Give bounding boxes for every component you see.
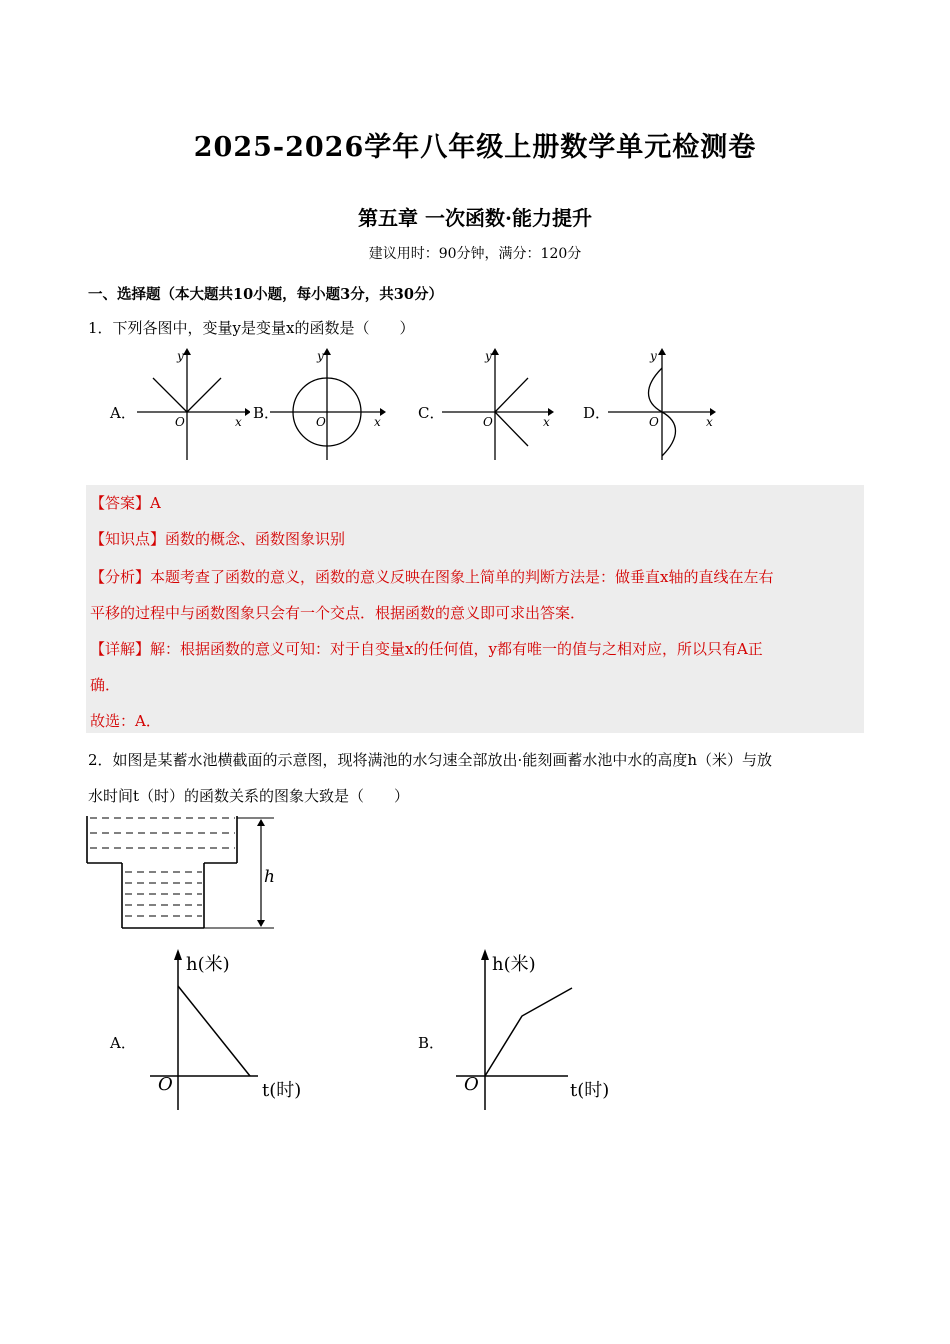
q1-option-a-label: A． bbox=[110, 404, 136, 422]
analysis-text: 本题考查了函数的意义，函数的意义反映在图象上简单的判断方法是：做垂直x轴的直线在左右 bbox=[150, 568, 774, 586]
q1-option-d-label: D． bbox=[583, 404, 611, 422]
analysis-text-cont: 平移的过程中与函数图象只会有一个交点．根据函数的意义即可求出答案． bbox=[90, 604, 586, 622]
height-label: h bbox=[264, 867, 275, 887]
x-axis-label: x bbox=[543, 415, 550, 429]
q1-option-c-label: C． bbox=[418, 404, 445, 422]
q1-graph-a bbox=[135, 348, 250, 463]
y-axis-label: y bbox=[485, 349, 492, 363]
q2-option-b-label: B． bbox=[418, 1034, 445, 1052]
origin-label: O bbox=[175, 415, 185, 429]
detail-text-cont: 确． bbox=[90, 676, 121, 694]
analysis-tag: 【分析】 bbox=[90, 568, 151, 586]
section-heading: 一、选择题（本大题共10小题，每小题3分，共30分） bbox=[88, 286, 443, 303]
origin-label: O bbox=[158, 1074, 173, 1095]
knowledge-tag: 【知识点】 bbox=[90, 530, 166, 548]
choice-line: 故选：A． bbox=[90, 712, 161, 730]
answer-line bbox=[90, 485, 856, 521]
x-axis-label: t(时) bbox=[570, 1080, 610, 1101]
page-title: 2025-2026学年八年级上册数学单元检测卷 bbox=[193, 132, 757, 163]
answer-box bbox=[86, 485, 864, 733]
detail-line bbox=[90, 631, 856, 667]
origin-label: O bbox=[649, 415, 659, 429]
y-axis-label: h(米) bbox=[186, 954, 230, 975]
q1-graph-b bbox=[268, 348, 388, 463]
detail-tag: 【详解】 bbox=[90, 640, 151, 658]
origin-label: O bbox=[316, 415, 326, 429]
x-axis-label: t(时) bbox=[262, 1080, 302, 1101]
question-2-stem-line-2: 水时间t（时）的函数关系的图象大致是（ ） bbox=[88, 787, 410, 805]
q2-option-a-label: A． bbox=[110, 1034, 136, 1052]
detail-text: 解：根据函数的意义可知：对于自变量x的任何值，y都有唯一的值与之相对应，所以只有A正 bbox=[150, 640, 763, 658]
chapter-subtitle: 第五章 一次函数·能力提升 bbox=[358, 206, 592, 230]
q2-graph-a bbox=[150, 946, 325, 1116]
reservoir-diagram bbox=[84, 816, 284, 934]
analysis-line bbox=[90, 559, 856, 595]
y-axis-label: y bbox=[650, 349, 657, 363]
origin-label: O bbox=[464, 1074, 479, 1095]
x-axis-label: x bbox=[706, 415, 713, 429]
answer-value: A bbox=[150, 494, 161, 512]
q2-graph-b bbox=[456, 946, 636, 1116]
origin-label: O bbox=[483, 415, 493, 429]
question-2-stem-line-1: 2．如图是某蓄水池横截面的示意图，现将满池的水匀速全部放出·能刻画蓄水池中水的高度h（米）与放 bbox=[88, 751, 772, 769]
x-axis-label: x bbox=[235, 415, 242, 429]
y-axis-label: y bbox=[177, 349, 184, 363]
answer-tag: 【答案】 bbox=[90, 494, 151, 512]
q1-graph-d bbox=[606, 348, 721, 463]
knowledge-line bbox=[90, 521, 856, 557]
timing-info: 建议用时：90分钟，满分：120分 bbox=[368, 246, 582, 262]
question-1-stem: 1．下列各图中，变量y是变量x的函数是（ ） bbox=[88, 319, 415, 337]
y-axis-label: y bbox=[317, 349, 324, 363]
y-axis-label: h(米) bbox=[492, 954, 536, 975]
knowledge-value: 函数的概念、函数图象识别 bbox=[165, 530, 346, 548]
x-axis-label: x bbox=[374, 415, 381, 429]
q1-graph-c bbox=[440, 348, 555, 463]
q1-option-b-label: B． bbox=[253, 404, 280, 422]
